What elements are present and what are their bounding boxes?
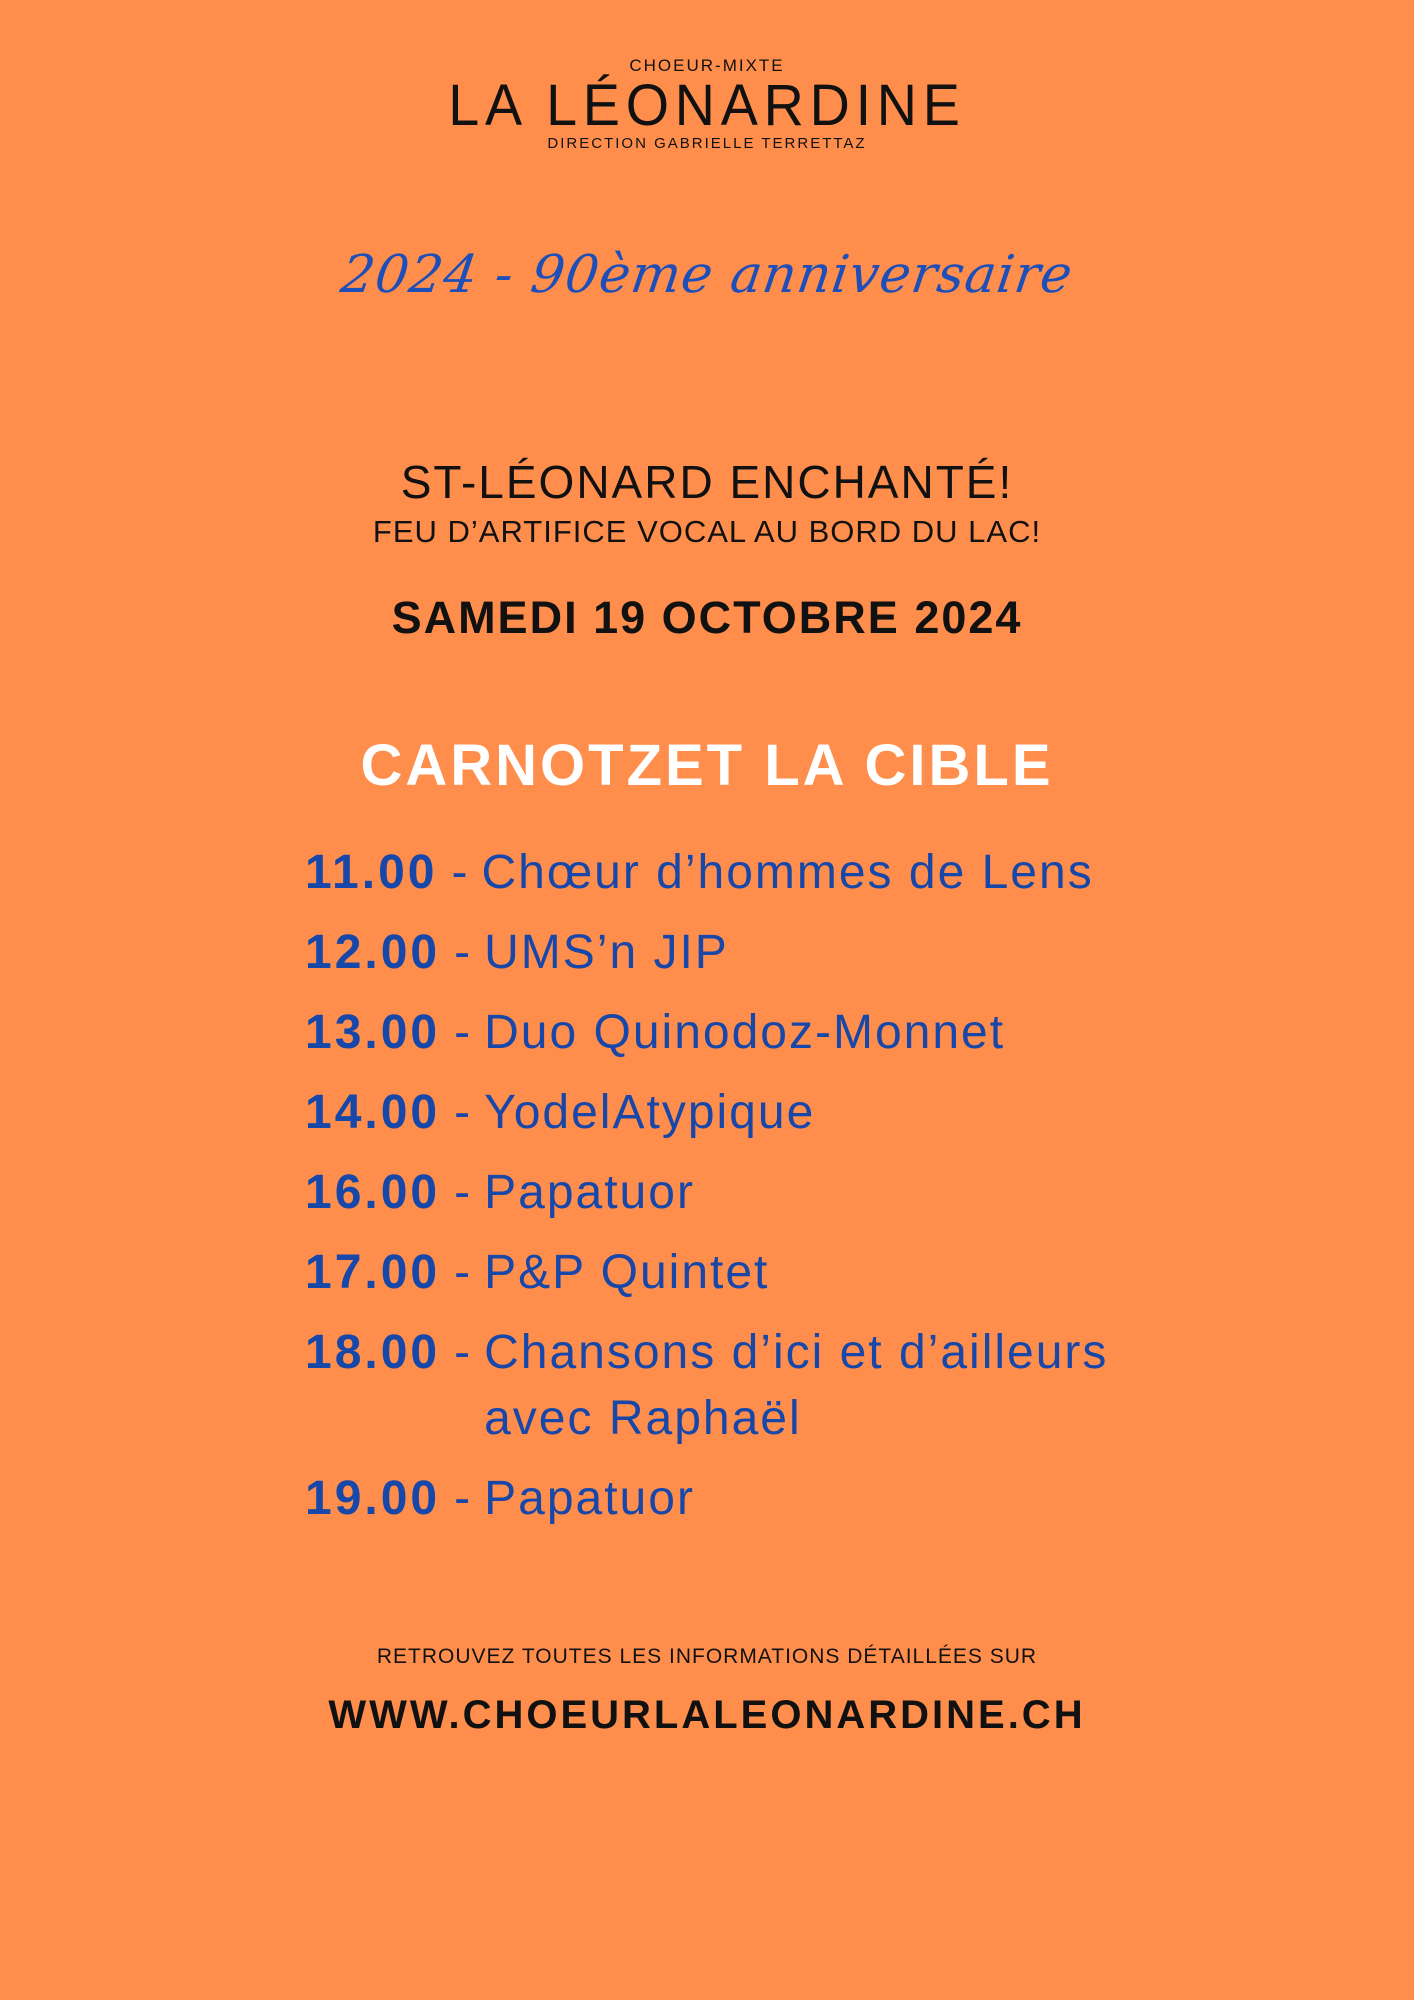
info-text: RETROUVEZ TOUTES LES INFORMATIONS DÉTAILLÉES SUR — [376, 1645, 1038, 1668]
program-artist: UMS’n JIP — [484, 926, 729, 979]
program-item — [305, 1160, 1205, 1226]
program-artist: YodelAtypique — [484, 1086, 816, 1139]
event-title: ST-LÉONARD ENCHANTÉ! — [400, 456, 1014, 508]
program-separator: - — [454, 1472, 471, 1525]
program-time: 13.00 — [305, 1006, 441, 1059]
program-separator: - — [451, 846, 468, 899]
program-artist: Duo Quinodoz-Monnet — [484, 1006, 1006, 1059]
program-item — [305, 1320, 1205, 1452]
program-artist: Chœur d’hommes de Lens — [481, 846, 1094, 899]
choir-director-label: DIRECTION GABRIELLE TERRETTAZ — [547, 135, 867, 152]
program-time: 12.00 — [305, 926, 441, 979]
program-separator: - — [454, 1326, 471, 1379]
program-separator: - — [454, 1246, 471, 1299]
program-item — [305, 1000, 1205, 1066]
program-artist: Chansons d’ici et d’ailleurs avec Raphaël — [484, 1326, 1109, 1445]
anniversary-heading: 2024 - 90ème anniversaire — [337, 245, 1077, 305]
program-time: 14.00 — [305, 1086, 441, 1139]
choir-type-label: CHOEUR-MIXTE — [629, 56, 785, 75]
program-item — [305, 1240, 1205, 1306]
program-item — [305, 840, 1205, 906]
program-artist: Papatuor — [484, 1472, 695, 1525]
program-time: 11.00 — [305, 846, 438, 899]
program-separator: - — [454, 1166, 471, 1219]
program-item — [305, 920, 1205, 986]
program-item — [305, 1466, 1205, 1532]
program-time: 16.00 — [305, 1166, 441, 1219]
program-list — [305, 840, 1205, 1546]
choir-name-title: LA LÉONARDINE — [448, 73, 966, 138]
program-artist: P&P Quintet — [484, 1246, 770, 1299]
event-date: SAMEDI 19 OCTOBRE 2024 — [391, 592, 1023, 643]
program-time: 19.00 — [305, 1472, 441, 1525]
program-separator: - — [454, 1086, 471, 1139]
program-time: 18.00 — [305, 1326, 441, 1379]
program-separator: - — [454, 926, 471, 979]
event-subtitle: FEU D’ARTIFICE VOCAL AU BORD DU LAC! — [372, 514, 1042, 549]
venue-title: CARNOTZET LA CIBLE — [360, 733, 1054, 798]
website-link[interactable]: WWW.CHOEURLALEONARDINE.CH — [328, 1693, 1086, 1737]
program-time: 17.00 — [305, 1246, 441, 1299]
program-separator: - — [454, 1006, 471, 1059]
program-artist: Papatuor — [484, 1166, 695, 1219]
program-item — [305, 1080, 1205, 1146]
